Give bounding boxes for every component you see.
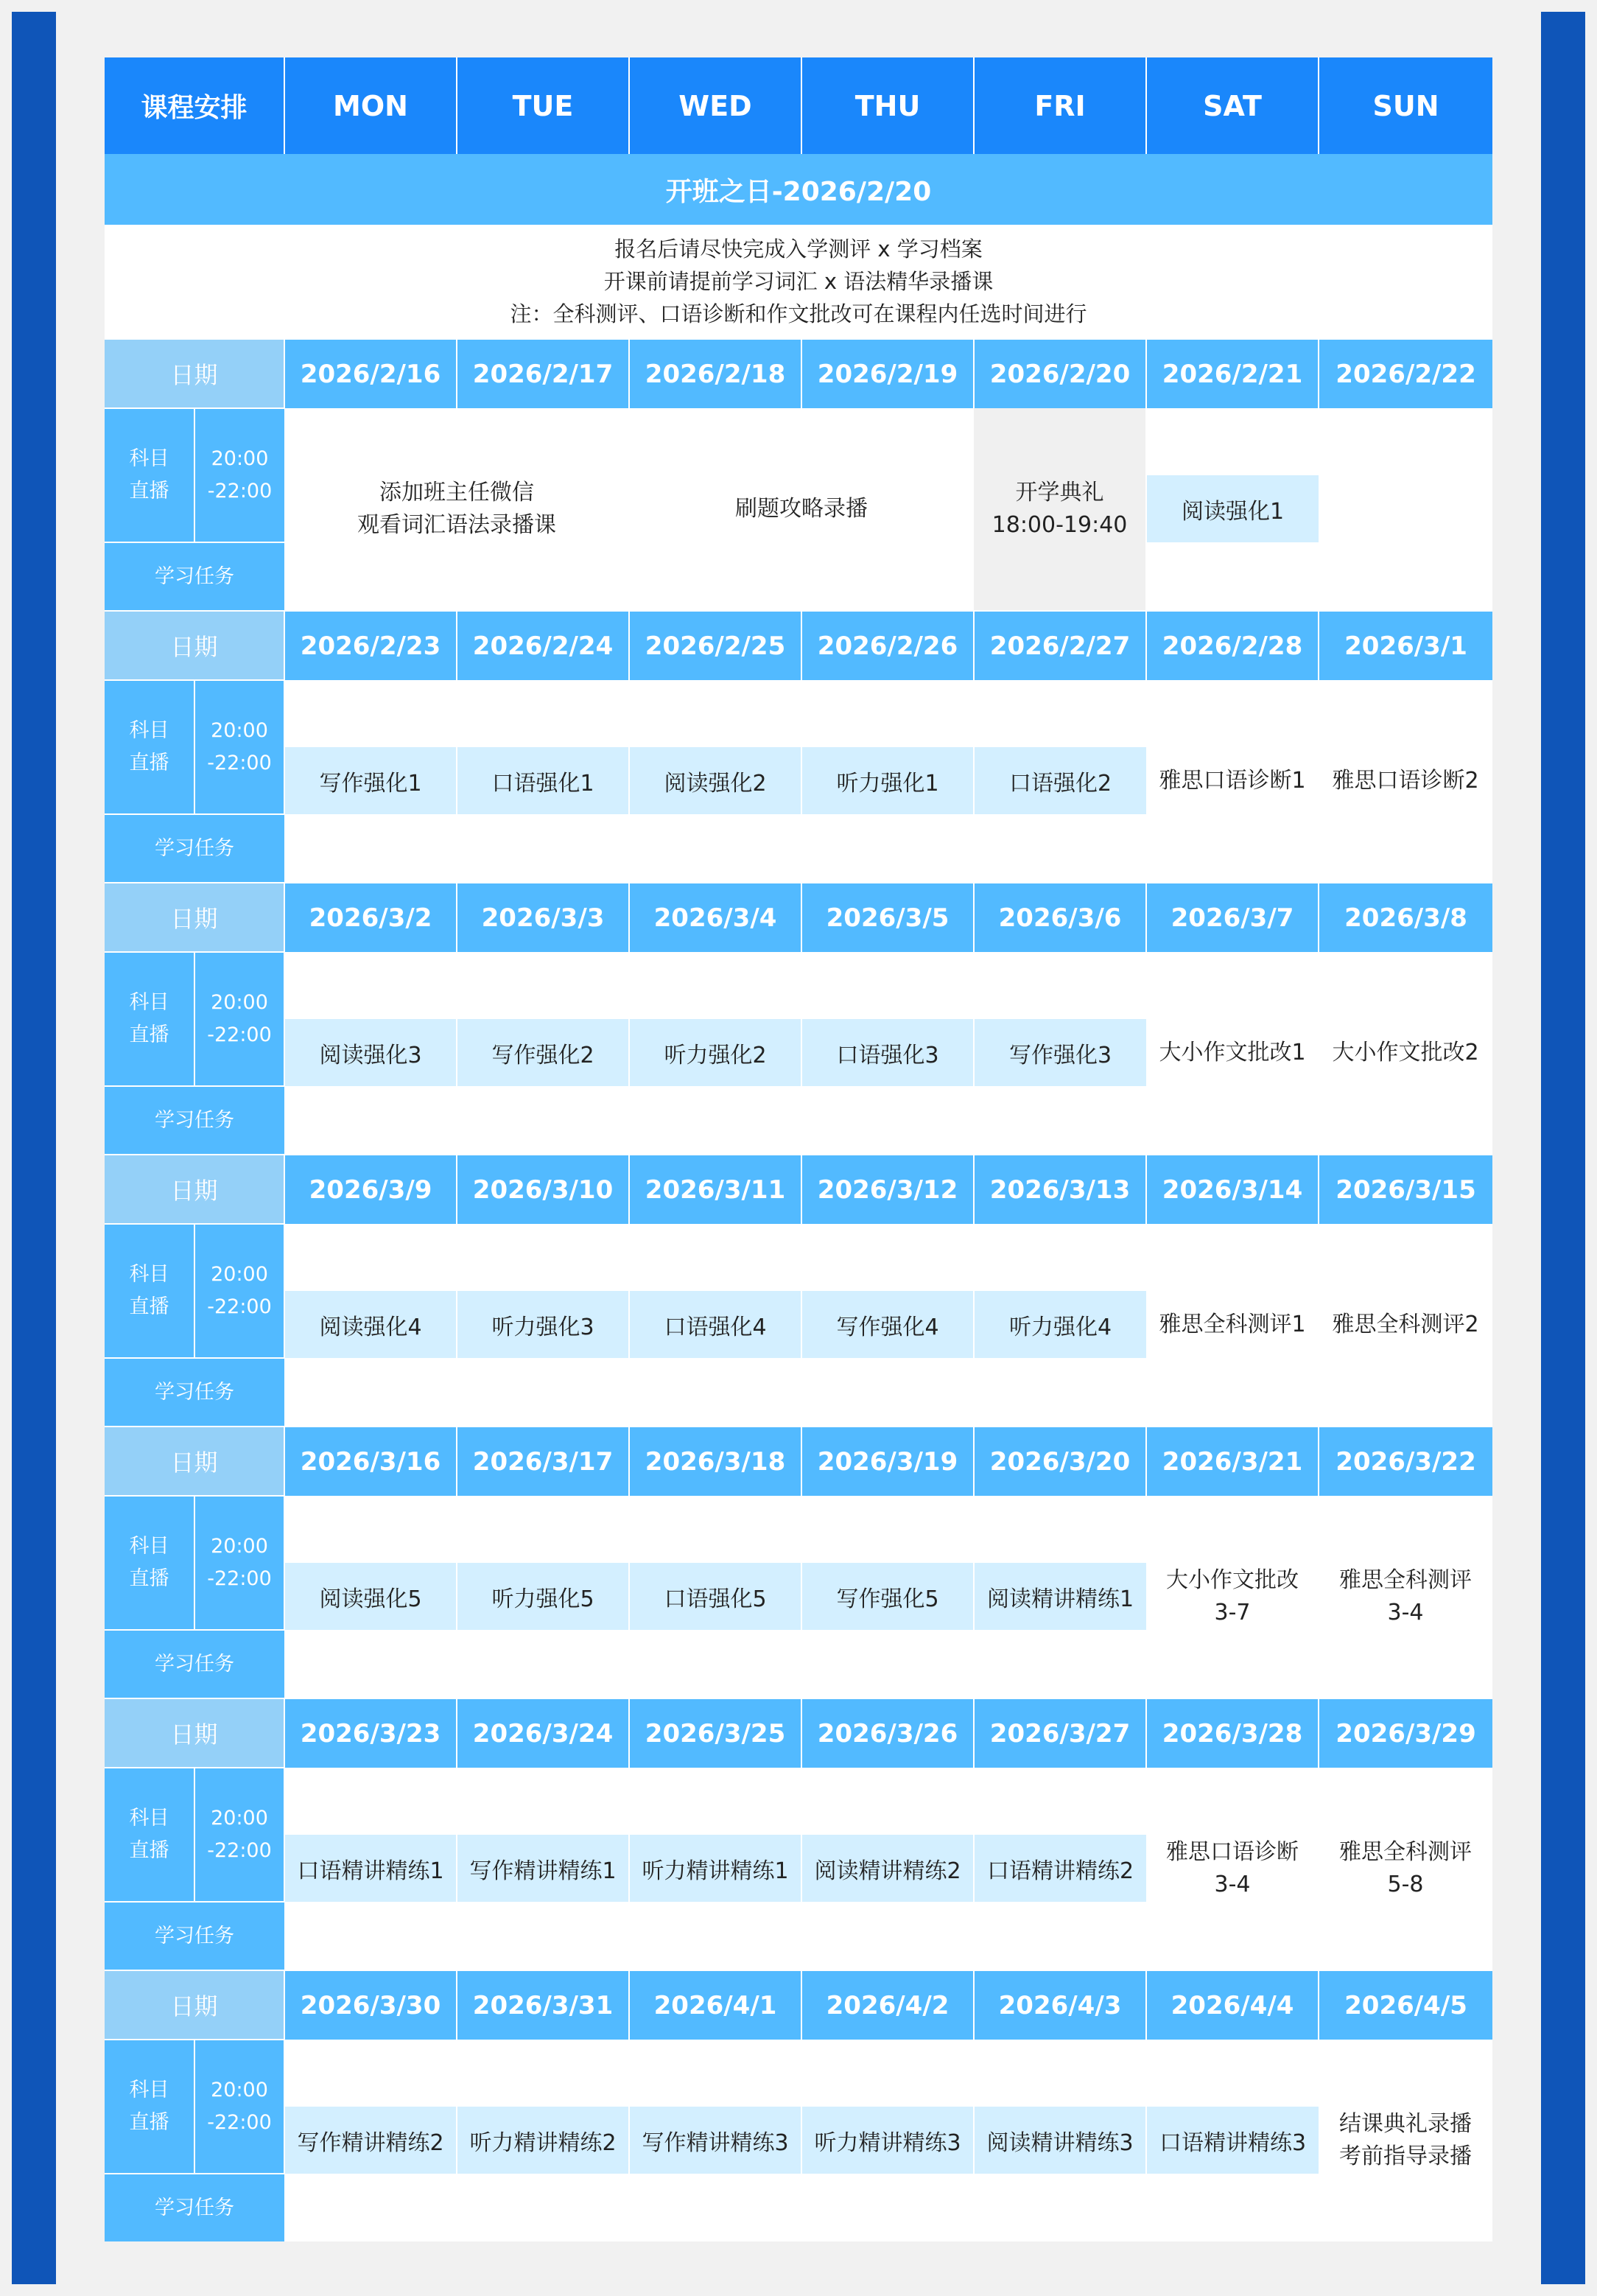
schedule-cell: 写作强化4 xyxy=(801,1291,974,1358)
study-task-label: 学习任务 xyxy=(105,1086,284,1155)
schedule-cell: 听力精讲精练1 xyxy=(629,1835,801,1902)
date-cell: 2026/3/5 xyxy=(801,883,974,952)
empty-cell xyxy=(457,1496,629,1563)
live-class-row xyxy=(105,1768,1492,1835)
empty-cell xyxy=(974,1496,1146,1563)
empty-cell xyxy=(801,1630,974,1698)
date-cell: 2026/2/26 xyxy=(801,611,974,680)
empty-cell xyxy=(284,2174,457,2241)
schedule-cell: 阅读精讲精练3 xyxy=(974,2107,1146,2174)
date-row xyxy=(105,339,1492,408)
class-time-label: 20:00 -22:00 xyxy=(194,2040,284,2174)
schedule-cell: 阅读精讲精练2 xyxy=(801,1835,974,1902)
empty-cell xyxy=(801,1496,974,1563)
schedule-cell: 雅思全科测评 3-4 xyxy=(1319,1496,1492,1698)
schedule-cell: 写作强化2 xyxy=(457,1019,629,1086)
weekday-header-row xyxy=(105,57,1492,154)
empty-cell xyxy=(457,1630,629,1698)
class-time-label: 20:00 -22:00 xyxy=(194,1768,284,1902)
live-class-row xyxy=(105,2040,1492,2107)
empty-cell xyxy=(284,1768,457,1835)
schedule-cell: 阅读强化4 xyxy=(284,1291,457,1358)
notice-line: 报名后请尽快完成入学测评 x 学习档案 xyxy=(614,237,983,262)
schedule-cell: 阅读强化5 xyxy=(284,1563,457,1630)
study-task-label: 学习任务 xyxy=(105,1902,284,1970)
date-cell: 2026/2/16 xyxy=(284,339,457,408)
empty-cell xyxy=(1319,408,1492,611)
date-cell: 2026/3/13 xyxy=(974,1155,1146,1224)
opening-day-banner: 开班之日-2026/2/20 xyxy=(105,154,1492,225)
empty-cell xyxy=(801,1224,974,1291)
study-task-label: 学习任务 xyxy=(105,542,284,611)
date-row-label: 日期 xyxy=(105,883,284,952)
date-cell: 2026/3/11 xyxy=(629,1155,801,1224)
study-task-label: 学习任务 xyxy=(105,814,284,883)
empty-cell xyxy=(974,1224,1146,1291)
empty-cell xyxy=(284,680,457,747)
date-cell: 2026/3/14 xyxy=(1146,1155,1319,1224)
date-cell: 2026/2/23 xyxy=(284,611,457,680)
schedule-cell: 大小作文批改1 xyxy=(1146,952,1319,1155)
date-cell: 2026/2/25 xyxy=(629,611,801,680)
date-cell: 2026/3/3 xyxy=(457,883,629,952)
schedule-cell: 雅思全科测评2 xyxy=(1319,1224,1492,1427)
weekday-header: SUN xyxy=(1319,57,1492,154)
date-cell: 2026/3/20 xyxy=(974,1427,1146,1496)
schedule-cell: 写作强化5 xyxy=(801,1563,974,1630)
date-row xyxy=(105,611,1492,680)
empty-cell xyxy=(801,2040,974,2107)
date-row xyxy=(105,1698,1492,1768)
weekday-header: WED xyxy=(629,57,801,154)
empty-cell xyxy=(629,1496,801,1563)
subject-live-label: 科目 直播 xyxy=(105,408,194,542)
empty-cell xyxy=(974,2040,1146,2107)
empty-cell xyxy=(629,680,801,747)
date-cell: 2026/2/18 xyxy=(629,339,801,408)
date-cell: 2026/2/24 xyxy=(457,611,629,680)
schedule-cell: 写作强化3 xyxy=(974,1019,1146,1086)
date-row xyxy=(105,1427,1492,1496)
schedule-cell: 雅思全科测评1 xyxy=(1146,1224,1319,1427)
empty-cell xyxy=(457,1086,629,1155)
date-cell: 2026/2/19 xyxy=(801,339,974,408)
class-time-label: 20:00 -22:00 xyxy=(194,1224,284,1358)
schedule-cell: 口语强化1 xyxy=(457,747,629,814)
schedule-cell: 口语强化3 xyxy=(801,1019,974,1086)
date-row xyxy=(105,883,1492,952)
schedule-cell: 听力强化5 xyxy=(457,1563,629,1630)
schedule-cell: 阅读强化2 xyxy=(629,747,801,814)
schedule-cell: 口语强化2 xyxy=(974,747,1146,814)
empty-cell xyxy=(284,1630,457,1698)
schedule-cell: 雅思口语诊断1 xyxy=(1146,680,1319,883)
date-cell: 2026/3/15 xyxy=(1319,1155,1492,1224)
date-cell: 2026/3/21 xyxy=(1146,1427,1319,1496)
empty-cell xyxy=(284,1086,457,1155)
schedule-cell: 大小作文批改2 xyxy=(1319,952,1492,1155)
empty-cell xyxy=(457,2174,629,2241)
empty-cell xyxy=(629,2040,801,2107)
date-cell: 2026/3/24 xyxy=(457,1698,629,1768)
class-time-label: 20:00 -22:00 xyxy=(194,408,284,542)
schedule-cell-opening-ceremony: 开学典礼 18:00-19:40 xyxy=(974,408,1146,611)
empty-cell xyxy=(801,1086,974,1155)
subject-live-label: 科目 直播 xyxy=(105,1496,194,1630)
date-cell: 2026/3/18 xyxy=(629,1427,801,1496)
date-cell: 2026/4/4 xyxy=(1146,1970,1319,2040)
notice-row xyxy=(105,225,1492,339)
date-cell: 2026/3/2 xyxy=(284,883,457,952)
schedule-cell: 听力强化2 xyxy=(629,1019,801,1086)
left-frame-bar xyxy=(12,12,56,2284)
schedule-cell-wechat-recordings: 添加班主任微信 观看词汇语法录播课 xyxy=(284,408,629,611)
weekday-header: MON xyxy=(284,57,457,154)
notice-line: 注：全科测评、口语诊断和作文批改可在课程内任选时间进行 xyxy=(510,301,1087,326)
empty-cell xyxy=(974,680,1146,747)
subject-live-label: 科目 直播 xyxy=(105,2040,194,2174)
weekday-header: TUE xyxy=(457,57,629,154)
schedule-cell: 口语精讲精练2 xyxy=(974,1835,1146,1902)
subject-live-label: 科目 直播 xyxy=(105,952,194,1086)
empty-cell xyxy=(974,1768,1146,1835)
study-task-label: 学习任务 xyxy=(105,1358,284,1427)
date-cell: 2026/3/25 xyxy=(629,1698,801,1768)
date-cell: 2026/3/28 xyxy=(1146,1698,1319,1768)
schedule-cell: 听力强化4 xyxy=(974,1291,1146,1358)
schedule-cell: 阅读强化3 xyxy=(284,1019,457,1086)
live-class-row xyxy=(105,952,1492,1019)
schedule-cell: 口语强化4 xyxy=(629,1291,801,1358)
empty-cell xyxy=(629,2174,801,2241)
empty-cell xyxy=(457,952,629,1019)
empty-cell xyxy=(284,1358,457,1427)
notice-block xyxy=(105,225,1492,339)
empty-cell xyxy=(801,2174,974,2241)
empty-cell xyxy=(457,1224,629,1291)
empty-cell xyxy=(284,1224,457,1291)
date-cell: 2026/3/8 xyxy=(1319,883,1492,952)
date-cell: 2026/2/22 xyxy=(1319,339,1492,408)
schedule-cell: 写作强化1 xyxy=(284,747,457,814)
empty-cell xyxy=(284,2040,457,2107)
empty-cell xyxy=(457,2040,629,2107)
study-task-row xyxy=(105,2174,1492,2241)
live-class-row xyxy=(105,680,1492,747)
date-cell: 2026/3/6 xyxy=(974,883,1146,952)
schedule-cell: 阅读精讲精练1 xyxy=(974,1563,1146,1630)
schedule-cell: 口语强化5 xyxy=(629,1563,801,1630)
date-row-label: 日期 xyxy=(105,1427,284,1496)
date-row xyxy=(105,1155,1492,1224)
schedule-cell: 听力精讲精练2 xyxy=(457,2107,629,2174)
empty-cell xyxy=(801,1768,974,1835)
schedule-cell: 大小作文批改 3-7 xyxy=(1146,1496,1319,1698)
subject-live-label: 科目 直播 xyxy=(105,680,194,814)
date-cell: 2026/4/1 xyxy=(629,1970,801,2040)
schedule-cell: 雅思口语诊断 3-4 xyxy=(1146,1768,1319,1970)
date-cell: 2026/2/21 xyxy=(1146,339,1319,408)
weekday-header: THU xyxy=(801,57,974,154)
empty-cell xyxy=(801,1358,974,1427)
schedule-cell: 雅思全科测评 5-8 xyxy=(1319,1768,1492,1970)
schedule-cell: 阅读强化1 xyxy=(1146,475,1319,542)
schedule-cell: 写作精讲精练2 xyxy=(284,2107,457,2174)
right-frame-bar xyxy=(1541,12,1585,2284)
course-schedule-table xyxy=(105,57,1492,2241)
empty-cell xyxy=(974,1630,1146,1698)
date-cell: 2026/3/1 xyxy=(1319,611,1492,680)
date-cell: 2026/4/5 xyxy=(1319,1970,1492,2040)
schedule-title: 课程安排 xyxy=(105,57,284,154)
empty-cell xyxy=(629,1902,801,1970)
study-task-label: 学习任务 xyxy=(105,2174,284,2241)
weekday-header: FRI xyxy=(974,57,1146,154)
empty-cell xyxy=(457,814,629,883)
empty-cell xyxy=(457,1768,629,1835)
class-time-label: 20:00 -22:00 xyxy=(194,1496,284,1630)
date-cell: 2026/3/16 xyxy=(284,1427,457,1496)
empty-cell xyxy=(457,1358,629,1427)
weekday-header: SAT xyxy=(1146,57,1319,154)
date-cell: 2026/3/26 xyxy=(801,1698,974,1768)
date-row-label: 日期 xyxy=(105,1155,284,1224)
date-cell: 2026/4/2 xyxy=(801,1970,974,2040)
empty-cell xyxy=(629,1224,801,1291)
empty-cell xyxy=(974,814,1146,883)
live-class-row xyxy=(105,1224,1492,1291)
empty-cell xyxy=(629,1086,801,1155)
date-row-label: 日期 xyxy=(105,339,284,408)
date-cell: 2026/2/20 xyxy=(974,339,1146,408)
empty-cell xyxy=(1146,2174,1319,2241)
date-cell: 2026/2/17 xyxy=(457,339,629,408)
date-cell: 2026/3/7 xyxy=(1146,883,1319,952)
schedule-cell: 口语精讲精练3 xyxy=(1146,2107,1319,2174)
empty-cell xyxy=(801,814,974,883)
empty-cell xyxy=(974,1358,1146,1427)
empty-cell xyxy=(801,952,974,1019)
empty-cell xyxy=(974,2174,1146,2241)
subject-live-label: 科目 直播 xyxy=(105,1224,194,1358)
date-cell: 2026/3/17 xyxy=(457,1427,629,1496)
date-row-label: 日期 xyxy=(105,1698,284,1768)
empty-cell xyxy=(284,1902,457,1970)
empty-cell xyxy=(1146,2040,1319,2107)
date-cell: 2026/3/19 xyxy=(801,1427,974,1496)
empty-cell xyxy=(629,1630,801,1698)
opening-day-banner-row xyxy=(105,154,1492,225)
empty-cell xyxy=(1146,542,1319,611)
empty-cell xyxy=(629,814,801,883)
empty-cell xyxy=(974,1902,1146,1970)
empty-cell xyxy=(1146,408,1319,475)
date-row-label: 日期 xyxy=(105,611,284,680)
schedule-cell: 听力强化1 xyxy=(801,747,974,814)
schedule-cell: 口语精讲精练1 xyxy=(284,1835,457,1902)
date-cell: 2026/3/27 xyxy=(974,1698,1146,1768)
date-cell: 2026/3/30 xyxy=(284,1970,457,2040)
notice-line: 开课前请提前学习词汇 x 语法精华录播课 xyxy=(603,269,994,294)
date-row xyxy=(105,1970,1492,2040)
date-cell: 2026/2/27 xyxy=(974,611,1146,680)
empty-cell xyxy=(629,1768,801,1835)
schedule-cell: 听力精讲精练3 xyxy=(801,2107,974,2174)
date-cell: 2026/3/10 xyxy=(457,1155,629,1224)
class-time-label: 20:00 -22:00 xyxy=(194,952,284,1086)
empty-cell xyxy=(457,1902,629,1970)
class-time-label: 20:00 -22:00 xyxy=(194,680,284,814)
empty-cell xyxy=(974,952,1146,1019)
date-cell: 2026/3/31 xyxy=(457,1970,629,2040)
schedule-cell: 雅思口语诊断2 xyxy=(1319,680,1492,883)
date-cell: 2026/3/23 xyxy=(284,1698,457,1768)
empty-cell xyxy=(801,1902,974,1970)
date-row-label: 日期 xyxy=(105,1970,284,2040)
date-cell: 2026/3/4 xyxy=(629,883,801,952)
empty-cell xyxy=(284,952,457,1019)
study-task-label: 学习任务 xyxy=(105,1630,284,1698)
date-cell: 2026/3/9 xyxy=(284,1155,457,1224)
empty-cell xyxy=(629,952,801,1019)
empty-cell xyxy=(284,814,457,883)
subject-live-label: 科目 直播 xyxy=(105,1768,194,1902)
empty-cell xyxy=(284,1496,457,1563)
date-cell: 2026/3/12 xyxy=(801,1155,974,1224)
live-class-row xyxy=(105,408,1492,475)
empty-cell xyxy=(801,680,974,747)
date-cell: 2026/3/29 xyxy=(1319,1698,1492,1768)
date-cell: 2026/2/28 xyxy=(1146,611,1319,680)
empty-cell xyxy=(457,680,629,747)
schedule-cell: 结课典礼录播 考前指导录播 xyxy=(1319,2040,1492,2241)
empty-cell xyxy=(974,1086,1146,1155)
schedule-cell: 写作精讲精练3 xyxy=(629,2107,801,2174)
schedule-cell-strategy-recording: 刷题攻略录播 xyxy=(629,408,974,611)
empty-cell xyxy=(629,1358,801,1427)
date-cell: 2026/3/22 xyxy=(1319,1427,1492,1496)
schedule-cell: 写作精讲精练1 xyxy=(457,1835,629,1902)
date-cell: 2026/4/3 xyxy=(974,1970,1146,2040)
live-class-row xyxy=(105,1496,1492,1563)
schedule-cell: 听力强化3 xyxy=(457,1291,629,1358)
